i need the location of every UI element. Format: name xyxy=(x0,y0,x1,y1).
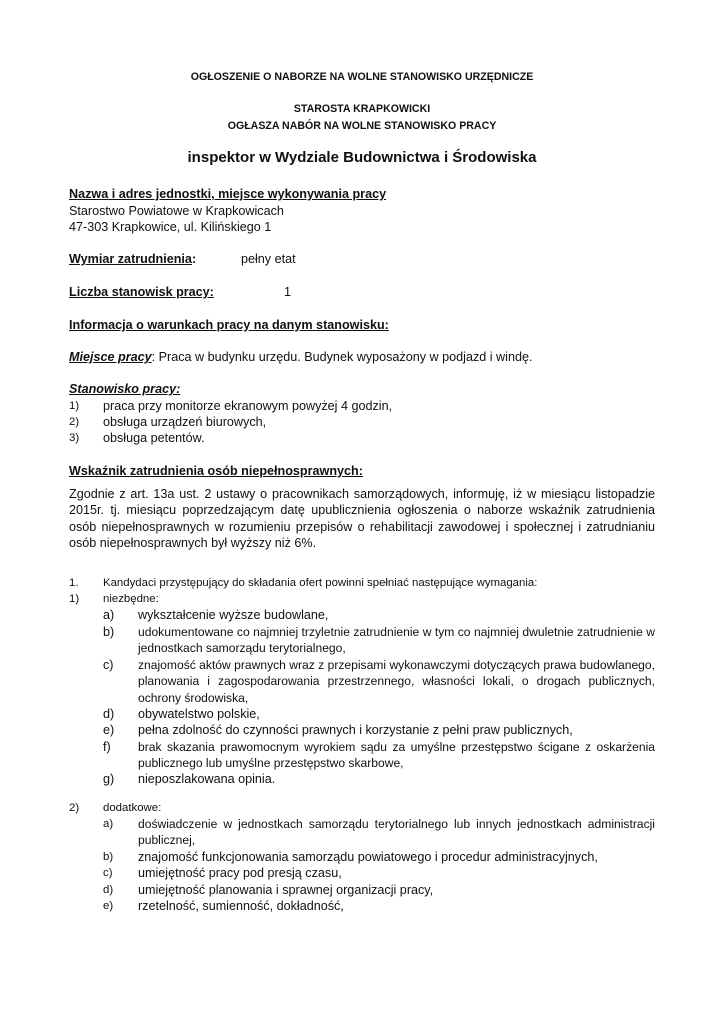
required-item: znajomość aktów prawnych wraz z przepisami wykonawczymi dotyczących prawa budowlanego, planowania i zagospodarowania przestrzennego, własności lokali, o drogach publicznych, ochrony środowiska, xyxy=(138,658,655,705)
additional-letter: b) xyxy=(103,851,114,863)
employment-label: Wymiar zatrudnienia: xyxy=(69,252,197,266)
positions-value: 1 xyxy=(284,285,292,299)
required-letter: b) xyxy=(103,625,115,639)
additional-item: znajomość funkcjonowania samorządu powiatowego i procedur administracyjnych, xyxy=(138,850,598,864)
required-letter: d) xyxy=(103,707,115,721)
post-item: obsługa urządzeń biurowych, xyxy=(103,415,267,429)
additional-letter: a) xyxy=(103,818,114,830)
employment-value: pełny etat xyxy=(241,252,296,266)
required-label: niezbędne: xyxy=(103,593,159,605)
additional-letter: c) xyxy=(103,867,113,879)
required-item: brak skazania prawomocnym wyrokiem sądu za umyślne przestępstwo ścigane z oskarżenia publicznego lub umyślne przestępstwo skarbowe, xyxy=(138,740,655,771)
requirements-num: 1. xyxy=(69,577,79,589)
unit-heading: Nazwa i adres jednostki, miejsce wykonywania pracy xyxy=(69,187,387,201)
additional-letter: e) xyxy=(103,900,114,912)
positions-label: Liczba stanowisk pracy: xyxy=(69,285,214,299)
required-num: 1) xyxy=(69,593,80,605)
required-item: wykształcenie wyższe budowlane, xyxy=(138,608,329,622)
post-item-num: 3) xyxy=(69,432,80,444)
required-letter: g) xyxy=(103,772,115,786)
additional-item: rzetelność, sumienność, dokładność, xyxy=(138,899,344,913)
unit-address: 47-303 Krapkowice, ul. Kilińskiego 1 xyxy=(69,220,272,234)
post-item: praca przy monitorze ekranowym powyżej 4 godzin, xyxy=(103,399,393,413)
conditions-heading: Informacja o warunkach pracy na danym stanowisku: xyxy=(69,318,389,332)
required-letter: a) xyxy=(103,608,115,622)
required-item: obywatelstwo polskie, xyxy=(138,707,260,721)
required-item: pełna zdolność do czynności prawnych i korzystanie z pełni praw publicznych, xyxy=(138,723,573,737)
issuer-title: STAROSTA KRAPKOWICKI xyxy=(293,103,431,115)
requirements-intro: Kandydaci przystępujący do składania ofert powinni spełniać następujące wymagania: xyxy=(103,577,538,589)
additional-item: umiejętność planowania i sprawnej organizacji pracy, xyxy=(138,883,434,897)
additional-item: umiejętność pracy pod presją czasu, xyxy=(138,866,342,880)
position-title: inspektor w Wydziale Budownictwa i Środowiska xyxy=(187,149,537,166)
required-letter: f) xyxy=(103,740,111,754)
additional-item: doświadczenie w jednostkach samorządu terytorialnego lub innych jednostkach administracji publicznej, xyxy=(138,817,655,848)
announcement-title: OGŁOSZENIE O NABORZE NA WOLNE STANOWISKO URZĘDNICZE xyxy=(190,71,534,83)
required-item: nieposzlakowana opinia. xyxy=(138,772,276,786)
post-item-num: 2) xyxy=(69,416,80,428)
required-item: udokumentowane co najmniej trzyletnie zatrudnienie w tym co najmniej dwuletnie zatrudnienie w jednostkach samorządu terytorialnego, xyxy=(138,625,655,656)
required-letter: c) xyxy=(103,658,114,672)
workplace-line: Miejsce pracy: Praca w budynku urzędu. Budynek wyposażony w podjazd i windę. xyxy=(69,350,533,364)
disabled-rate-heading: Wskaźnik zatrudnienia osób niepełnosprawnych: xyxy=(69,464,363,478)
post-item-num: 1) xyxy=(69,400,80,412)
post-item: obsługa petentów. xyxy=(103,431,205,445)
post-heading: Stanowisko pracy: xyxy=(69,382,181,396)
unit-name: Starostwo Powiatowe w Krapkowicach xyxy=(69,204,284,218)
announcement-subtitle: OGŁASZA NABÓR NA WOLNE STANOWISKO PRACY xyxy=(227,120,497,132)
additional-num: 2) xyxy=(69,802,80,814)
required-letter: e) xyxy=(103,723,115,737)
additional-label: dodatkowe: xyxy=(103,802,162,814)
disabled-rate-paragraph: Zgodnie z art. 13a ust. 2 ustawy o pracownikach samorządowych, informuję, iż w miesiącu listopadzie 2015r. tj. miesiącu poprzedzającym datę upublicznienia ogłoszenia o naborze wskaźnik zatrudnienia osób niepełnosprawnych w rozumieniu przepisów o rehabilitacji zawodowej i społecznej i zatrudnianiu osób niepełnosprawnych był wyższy niż 6%. xyxy=(69,487,655,550)
additional-letter: d) xyxy=(103,884,114,896)
